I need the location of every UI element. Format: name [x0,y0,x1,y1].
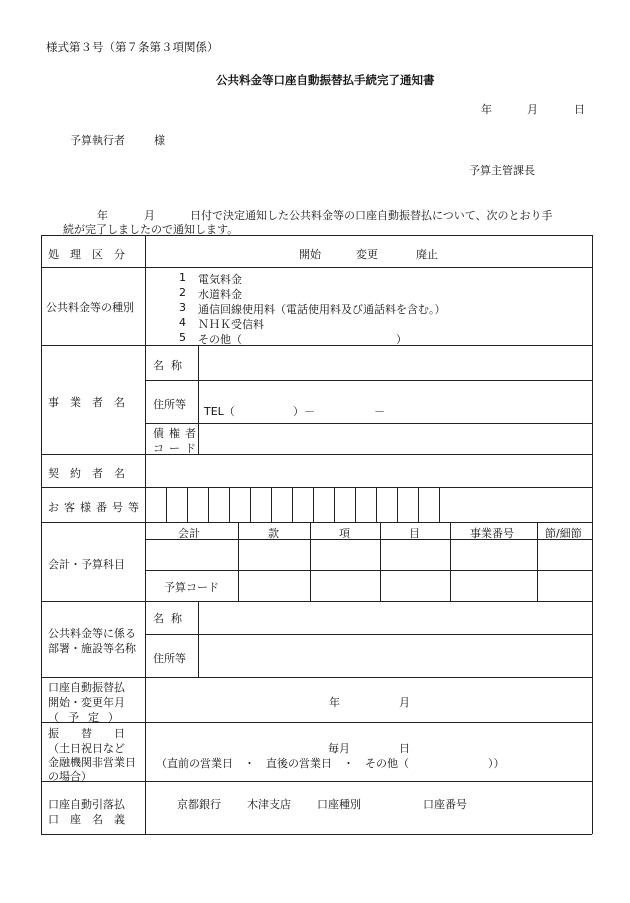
intro-month: 月 [144,209,155,222]
type-label: 公共料金等の種別 [46,301,134,314]
debit-label-line2: 口座名義 [48,813,136,826]
creditor-label-line2: コード [153,442,201,455]
transfer-label-line1: 振替日 [48,727,147,740]
sender-label: 予算主管課長 [469,164,535,177]
debit-label-line1: 口座自動引落払 [48,798,125,811]
processing-label: 処理区分 [48,248,136,261]
dept-label-line2: 部署・施設等名称 [48,642,136,655]
account-header-section: 節/細節 [545,527,582,540]
type-item-water[interactable]: 水道料金 [198,288,242,301]
business-tel-close: ）－ [293,405,315,418]
transfer-label-line3: 金融機関非営業日 [48,756,136,769]
business-name-label: 名称 [153,359,189,372]
type-item-num: 3 [179,301,186,314]
business-address-label: 住所等 [153,398,186,411]
addressee-suffix: 様 [154,134,165,147]
date-day-label: 日 [574,103,585,116]
start-label-line3: （予定） [48,711,128,724]
type-item-num: 1 [179,271,186,284]
dept-name-label: 名称 [153,612,189,625]
processing-option-start[interactable]: 開始 [299,248,321,261]
business-tel-dash: － [374,405,385,418]
debit-account-number: 口座番号 [423,798,467,811]
type-item-num: 2 [179,286,186,299]
date-year-label: 年 [481,103,492,116]
transfer-label-line4: の場合） [48,770,92,783]
type-item-other[interactable]: その他（ [198,333,242,346]
type-item-telecom[interactable]: 通信回線使用料（電話使用料及び通話料を含む。） [198,303,446,316]
account-header-kan: 款 [268,527,279,540]
debit-account-type: 口座種別 [317,798,361,811]
account-header-kaikei: 会計 [178,527,200,540]
business-tel-prefix: TEL（ [204,405,235,418]
intro-year: 年 [97,209,108,222]
account-label: 会計・予算科目 [48,558,125,571]
business-label: 事業者名 [48,396,136,409]
processing-option-abolish[interactable]: 廃止 [416,248,438,261]
account-header-moku: 目 [409,527,420,540]
dept-label-line1: 公共料金等に係る [48,627,136,640]
transfer-label-line2: （土日祝日など [48,742,125,755]
creditor-label-line1: 債権者 [153,427,201,440]
date-month-label: 月 [527,103,538,116]
form-number: 様式第３号（第７条第３項関係） [46,40,219,54]
budget-code-label: 予算コード [164,581,219,594]
debit-bank: 京都銀行 [177,798,221,811]
customer-number-label: お客様番号等 [48,501,144,514]
start-month: 月 [399,696,410,709]
form-title: 公共料金等口座自動振替払手続完了通知書 [216,73,435,87]
start-label-line2: 開始・変更年月 [48,696,125,709]
start-year: 年 [329,696,340,709]
type-item-electricity[interactable]: 電気料金 [198,273,242,286]
dept-address-label: 住所等 [153,652,186,665]
addressee-label: 予算執行者 [70,134,125,147]
transfer-day: 日 [399,742,410,755]
transfer-options[interactable]: （直前の営業日 ・ 直後の営業日 ・ その他（ [156,757,409,770]
transfer-options-close: ）） [488,757,505,770]
type-item-nhk[interactable]: ＮＨＫ受信料 [198,318,264,331]
account-header-kou: 項 [339,527,350,540]
processing-option-change[interactable]: 変更 [356,248,378,261]
account-header-project-number: 事業番号 [470,527,514,540]
type-item-num: 4 [179,316,186,329]
type-item-num: 5 [179,331,186,344]
type-item-other-close: ） [396,333,407,346]
start-label-line1: 口座自動振替払 [48,681,125,694]
intro-line2: 続が完了しましたので通知します。 [63,223,239,236]
intro-line1: 日付で決定通知した公共料金等の口座自動振替払について、次のとおり手 [190,209,553,222]
transfer-monthly: 毎月 [328,742,350,755]
debit-branch: 木津支店 [247,798,291,811]
contract-label: 契約者名 [48,467,136,480]
